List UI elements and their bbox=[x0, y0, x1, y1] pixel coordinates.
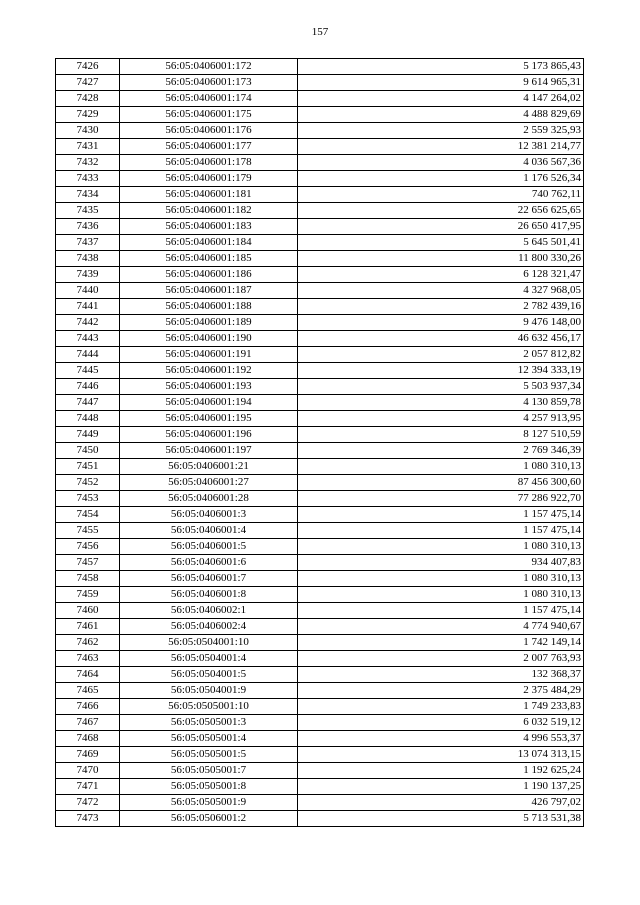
row-number-cell: 7444 bbox=[56, 347, 120, 363]
cadastral-number-cell: 56:05:0406001:176 bbox=[120, 123, 298, 139]
cadastral-number-cell: 56:05:0406002:1 bbox=[120, 603, 298, 619]
cadastral-value-cell: 2 007 763,93 bbox=[298, 651, 584, 667]
cadastral-value-cell: 4 036 567,36 bbox=[298, 155, 584, 171]
row-number-cell: 7473 bbox=[56, 811, 120, 827]
table-row bbox=[56, 171, 584, 187]
table-row bbox=[56, 523, 584, 539]
row-number-cell: 7469 bbox=[56, 747, 120, 763]
row-number-cell: 7428 bbox=[56, 91, 120, 107]
cadastral-value-cell: 5 645 501,41 bbox=[298, 235, 584, 251]
cadastral-number-cell: 56:05:0406001:27 bbox=[120, 475, 298, 491]
cadastral-value-cell: 1 157 475,14 bbox=[298, 523, 584, 539]
cadastral-number-cell: 56:05:0406001:191 bbox=[120, 347, 298, 363]
cadastral-value-cell: 2 782 439,16 bbox=[298, 299, 584, 315]
table-row bbox=[56, 491, 584, 507]
page-number: 157 bbox=[311, 26, 329, 38]
row-number-cell: 7440 bbox=[56, 283, 120, 299]
cadastral-number-cell: 56:05:0406001:172 bbox=[120, 59, 298, 75]
cadastral-number-cell: 56:05:0406001:4 bbox=[120, 523, 298, 539]
row-number-cell: 7429 bbox=[56, 107, 120, 123]
cadastral-number-cell: 56:05:0406001:189 bbox=[120, 315, 298, 331]
table-row bbox=[56, 235, 584, 251]
cadastral-number-cell: 56:05:0505001:9 bbox=[120, 795, 298, 811]
cadastral-number-cell: 56:05:0504001:10 bbox=[120, 635, 298, 651]
cadastral-value-cell: 1 749 233,83 bbox=[298, 699, 584, 715]
cadastral-number-cell: 56:05:0406001:175 bbox=[120, 107, 298, 123]
row-number-cell: 7445 bbox=[56, 363, 120, 379]
table-row bbox=[56, 571, 584, 587]
cadastral-value-cell: 1 080 310,13 bbox=[298, 459, 584, 475]
cadastral-number-cell: 56:05:0505001:10 bbox=[120, 699, 298, 715]
cadastral-value-table bbox=[55, 58, 584, 827]
row-number-cell: 7449 bbox=[56, 427, 120, 443]
table-row bbox=[56, 539, 584, 555]
cadastral-number-cell: 56:05:0406001:196 bbox=[120, 427, 298, 443]
cadastral-number-cell: 56:05:0504001:9 bbox=[120, 683, 298, 699]
table-row bbox=[56, 59, 584, 75]
table-row bbox=[56, 443, 584, 459]
cadastral-number-cell: 56:05:0406001:192 bbox=[120, 363, 298, 379]
table-row bbox=[56, 427, 584, 443]
cadastral-value-cell: 77 286 922,70 bbox=[298, 491, 584, 507]
table-row bbox=[56, 395, 584, 411]
row-number-cell: 7451 bbox=[56, 459, 120, 475]
cadastral-value-cell: 4 774 940,67 bbox=[298, 619, 584, 635]
cadastral-value-cell: 1 176 526,34 bbox=[298, 171, 584, 187]
cadastral-number-cell: 56:05:0406001:187 bbox=[120, 283, 298, 299]
row-number-cell: 7439 bbox=[56, 267, 120, 283]
row-number-cell: 7470 bbox=[56, 763, 120, 779]
table-row bbox=[56, 75, 584, 91]
cadastral-number-cell: 56:05:0505001:5 bbox=[120, 747, 298, 763]
table-row bbox=[56, 267, 584, 283]
cadastral-number-cell: 56:05:0505001:7 bbox=[120, 763, 298, 779]
row-number-cell: 7438 bbox=[56, 251, 120, 267]
table-row bbox=[56, 619, 584, 635]
table-row bbox=[56, 187, 584, 203]
cadastral-value-cell: 132 368,37 bbox=[298, 667, 584, 683]
row-number-cell: 7467 bbox=[56, 715, 120, 731]
row-number-cell: 7471 bbox=[56, 779, 120, 795]
cadastral-number-cell: 56:05:0406002:4 bbox=[120, 619, 298, 635]
table-row bbox=[56, 731, 584, 747]
cadastral-value-cell: 4 488 829,69 bbox=[298, 107, 584, 123]
cadastral-number-cell: 56:05:0406001:5 bbox=[120, 539, 298, 555]
cadastral-value-cell: 2 769 346,39 bbox=[298, 443, 584, 459]
table-row bbox=[56, 699, 584, 715]
cadastral-value-cell: 12 394 333,19 bbox=[298, 363, 584, 379]
row-number-cell: 7441 bbox=[56, 299, 120, 315]
cadastral-number-cell: 56:05:0406001:182 bbox=[120, 203, 298, 219]
cadastral-value-cell: 5 713 531,38 bbox=[298, 811, 584, 827]
table-row bbox=[56, 779, 584, 795]
cadastral-value-cell: 11 800 330,26 bbox=[298, 251, 584, 267]
row-number-cell: 7472 bbox=[56, 795, 120, 811]
cadastral-value-cell: 5 173 865,43 bbox=[298, 59, 584, 75]
table-row bbox=[56, 379, 584, 395]
cadastral-value-cell: 9 476 148,00 bbox=[298, 315, 584, 331]
cadastral-number-cell: 56:05:0406001:195 bbox=[120, 411, 298, 427]
table-row bbox=[56, 203, 584, 219]
table-row bbox=[56, 747, 584, 763]
table-row bbox=[56, 123, 584, 139]
table-row bbox=[56, 795, 584, 811]
cadastral-value-cell: 12 381 214,77 bbox=[298, 139, 584, 155]
cadastral-value-cell: 426 797,02 bbox=[298, 795, 584, 811]
table-row bbox=[56, 107, 584, 123]
row-number-cell: 7426 bbox=[56, 59, 120, 75]
cadastral-value-cell: 5 503 937,34 bbox=[298, 379, 584, 395]
cadastral-value-cell: 4 327 968,05 bbox=[298, 283, 584, 299]
row-number-cell: 7459 bbox=[56, 587, 120, 603]
cadastral-number-cell: 56:05:0505001:8 bbox=[120, 779, 298, 795]
row-number-cell: 7458 bbox=[56, 571, 120, 587]
cadastral-value-cell: 6 032 519,12 bbox=[298, 715, 584, 731]
table-row bbox=[56, 587, 584, 603]
cadastral-number-cell: 56:05:0406001:181 bbox=[120, 187, 298, 203]
table-row bbox=[56, 139, 584, 155]
cadastral-number-cell: 56:05:0506001:2 bbox=[120, 811, 298, 827]
row-number-cell: 7446 bbox=[56, 379, 120, 395]
row-number-cell: 7454 bbox=[56, 507, 120, 523]
table-row bbox=[56, 603, 584, 619]
cadastral-value-cell: 4 257 913,95 bbox=[298, 411, 584, 427]
cadastral-value-cell: 13 074 313,15 bbox=[298, 747, 584, 763]
table-row bbox=[56, 459, 584, 475]
row-number-cell: 7463 bbox=[56, 651, 120, 667]
cadastral-value-cell: 9 614 965,31 bbox=[298, 75, 584, 91]
cadastral-number-cell: 56:05:0406001:194 bbox=[120, 395, 298, 411]
cadastral-number-cell: 56:05:0406001:3 bbox=[120, 507, 298, 523]
row-number-cell: 7456 bbox=[56, 539, 120, 555]
row-number-cell: 7466 bbox=[56, 699, 120, 715]
table-row bbox=[56, 219, 584, 235]
row-number-cell: 7450 bbox=[56, 443, 120, 459]
table-row bbox=[56, 507, 584, 523]
cadastral-value-cell: 1 192 625,24 bbox=[298, 763, 584, 779]
cadastral-value-cell: 2 057 812,82 bbox=[298, 347, 584, 363]
cadastral-number-cell: 56:05:0406001:184 bbox=[120, 235, 298, 251]
row-number-cell: 7434 bbox=[56, 187, 120, 203]
row-number-cell: 7433 bbox=[56, 171, 120, 187]
cadastral-number-cell: 56:05:0505001:4 bbox=[120, 731, 298, 747]
cadastral-number-cell: 56:05:0406001:21 bbox=[120, 459, 298, 475]
row-number-cell: 7431 bbox=[56, 139, 120, 155]
row-number-cell: 7435 bbox=[56, 203, 120, 219]
cadastral-number-cell: 56:05:0406001:7 bbox=[120, 571, 298, 587]
table-row bbox=[56, 91, 584, 107]
cadastral-value-cell: 1 080 310,13 bbox=[298, 539, 584, 555]
row-number-cell: 7452 bbox=[56, 475, 120, 491]
row-number-cell: 7448 bbox=[56, 411, 120, 427]
cadastral-value-cell: 87 456 300,60 bbox=[298, 475, 584, 491]
cadastral-number-cell: 56:05:0406001:185 bbox=[120, 251, 298, 267]
cadastral-number-cell: 56:05:0406001:8 bbox=[120, 587, 298, 603]
table-row bbox=[56, 811, 584, 827]
row-number-cell: 7437 bbox=[56, 235, 120, 251]
cadastral-number-cell: 56:05:0504001:4 bbox=[120, 651, 298, 667]
row-number-cell: 7455 bbox=[56, 523, 120, 539]
row-number-cell: 7460 bbox=[56, 603, 120, 619]
cadastral-number-cell: 56:05:0406001:28 bbox=[120, 491, 298, 507]
cadastral-number-cell: 56:05:0406001:186 bbox=[120, 267, 298, 283]
row-number-cell: 7430 bbox=[56, 123, 120, 139]
row-number-cell: 7443 bbox=[56, 331, 120, 347]
cadastral-value-cell: 1 157 475,14 bbox=[298, 507, 584, 523]
cadastral-value-cell: 934 407,83 bbox=[298, 555, 584, 571]
cadastral-value-cell: 4 147 264,02 bbox=[298, 91, 584, 107]
cadastral-value-cell: 2 375 484,29 bbox=[298, 683, 584, 699]
row-number-cell: 7462 bbox=[56, 635, 120, 651]
row-number-cell: 7464 bbox=[56, 667, 120, 683]
cadastral-value-cell: 1 157 475,14 bbox=[298, 603, 584, 619]
table-row bbox=[56, 555, 584, 571]
cadastral-number-cell: 56:05:0406001:173 bbox=[120, 75, 298, 91]
cadastral-value-cell: 1 080 310,13 bbox=[298, 587, 584, 603]
cadastral-value-cell: 6 128 321,47 bbox=[298, 267, 584, 283]
row-number-cell: 7442 bbox=[56, 315, 120, 331]
cadastral-value-cell: 1 080 310,13 bbox=[298, 571, 584, 587]
cadastral-number-cell: 56:05:0406001:197 bbox=[120, 443, 298, 459]
cadastral-value-cell: 1 190 137,25 bbox=[298, 779, 584, 795]
table-row bbox=[56, 763, 584, 779]
table-row bbox=[56, 635, 584, 651]
table-row bbox=[56, 155, 584, 171]
row-number-cell: 7468 bbox=[56, 731, 120, 747]
table-row bbox=[56, 347, 584, 363]
cadastral-value-cell: 8 127 510,59 bbox=[298, 427, 584, 443]
table-row bbox=[56, 651, 584, 667]
row-number-cell: 7432 bbox=[56, 155, 120, 171]
row-number-cell: 7457 bbox=[56, 555, 120, 571]
cadastral-number-cell: 56:05:0406001:178 bbox=[120, 155, 298, 171]
cadastral-value-cell: 22 656 625,65 bbox=[298, 203, 584, 219]
row-number-cell: 7465 bbox=[56, 683, 120, 699]
cadastral-number-cell: 56:05:0406001:183 bbox=[120, 219, 298, 235]
cadastral-value-cell: 26 650 417,95 bbox=[298, 219, 584, 235]
row-number-cell: 7427 bbox=[56, 75, 120, 91]
cadastral-number-cell: 56:05:0406001:188 bbox=[120, 299, 298, 315]
cadastral-number-cell: 56:05:0406001:193 bbox=[120, 379, 298, 395]
table-row bbox=[56, 667, 584, 683]
cadastral-number-cell: 56:05:0406001:177 bbox=[120, 139, 298, 155]
table-row bbox=[56, 411, 584, 427]
table-body bbox=[56, 59, 584, 827]
row-number-cell: 7436 bbox=[56, 219, 120, 235]
table-row bbox=[56, 683, 584, 699]
cadastral-number-cell: 56:05:0406001:190 bbox=[120, 331, 298, 347]
row-number-cell: 7447 bbox=[56, 395, 120, 411]
cadastral-value-cell: 740 762,11 bbox=[298, 187, 584, 203]
cadastral-number-cell: 56:05:0406001:6 bbox=[120, 555, 298, 571]
table-row bbox=[56, 715, 584, 731]
table-row bbox=[56, 475, 584, 491]
cadastral-value-cell: 4 996 553,37 bbox=[298, 731, 584, 747]
cadastral-value-cell: 2 559 325,93 bbox=[298, 123, 584, 139]
table-row bbox=[56, 331, 584, 347]
table-row bbox=[56, 283, 584, 299]
cadastral-value-cell: 1 742 149,14 bbox=[298, 635, 584, 651]
cadastral-value-cell: 46 632 456,17 bbox=[298, 331, 584, 347]
cadastral-number-cell: 56:05:0406001:179 bbox=[120, 171, 298, 187]
table-row bbox=[56, 363, 584, 379]
cadastral-number-cell: 56:05:0504001:5 bbox=[120, 667, 298, 683]
row-number-cell: 7461 bbox=[56, 619, 120, 635]
cadastral-number-cell: 56:05:0406001:174 bbox=[120, 91, 298, 107]
table-row bbox=[56, 315, 584, 331]
table-row bbox=[56, 251, 584, 267]
cadastral-number-cell: 56:05:0505001:3 bbox=[120, 715, 298, 731]
row-number-cell: 7453 bbox=[56, 491, 120, 507]
table-row bbox=[56, 299, 584, 315]
cadastral-value-cell: 4 130 859,78 bbox=[298, 395, 584, 411]
